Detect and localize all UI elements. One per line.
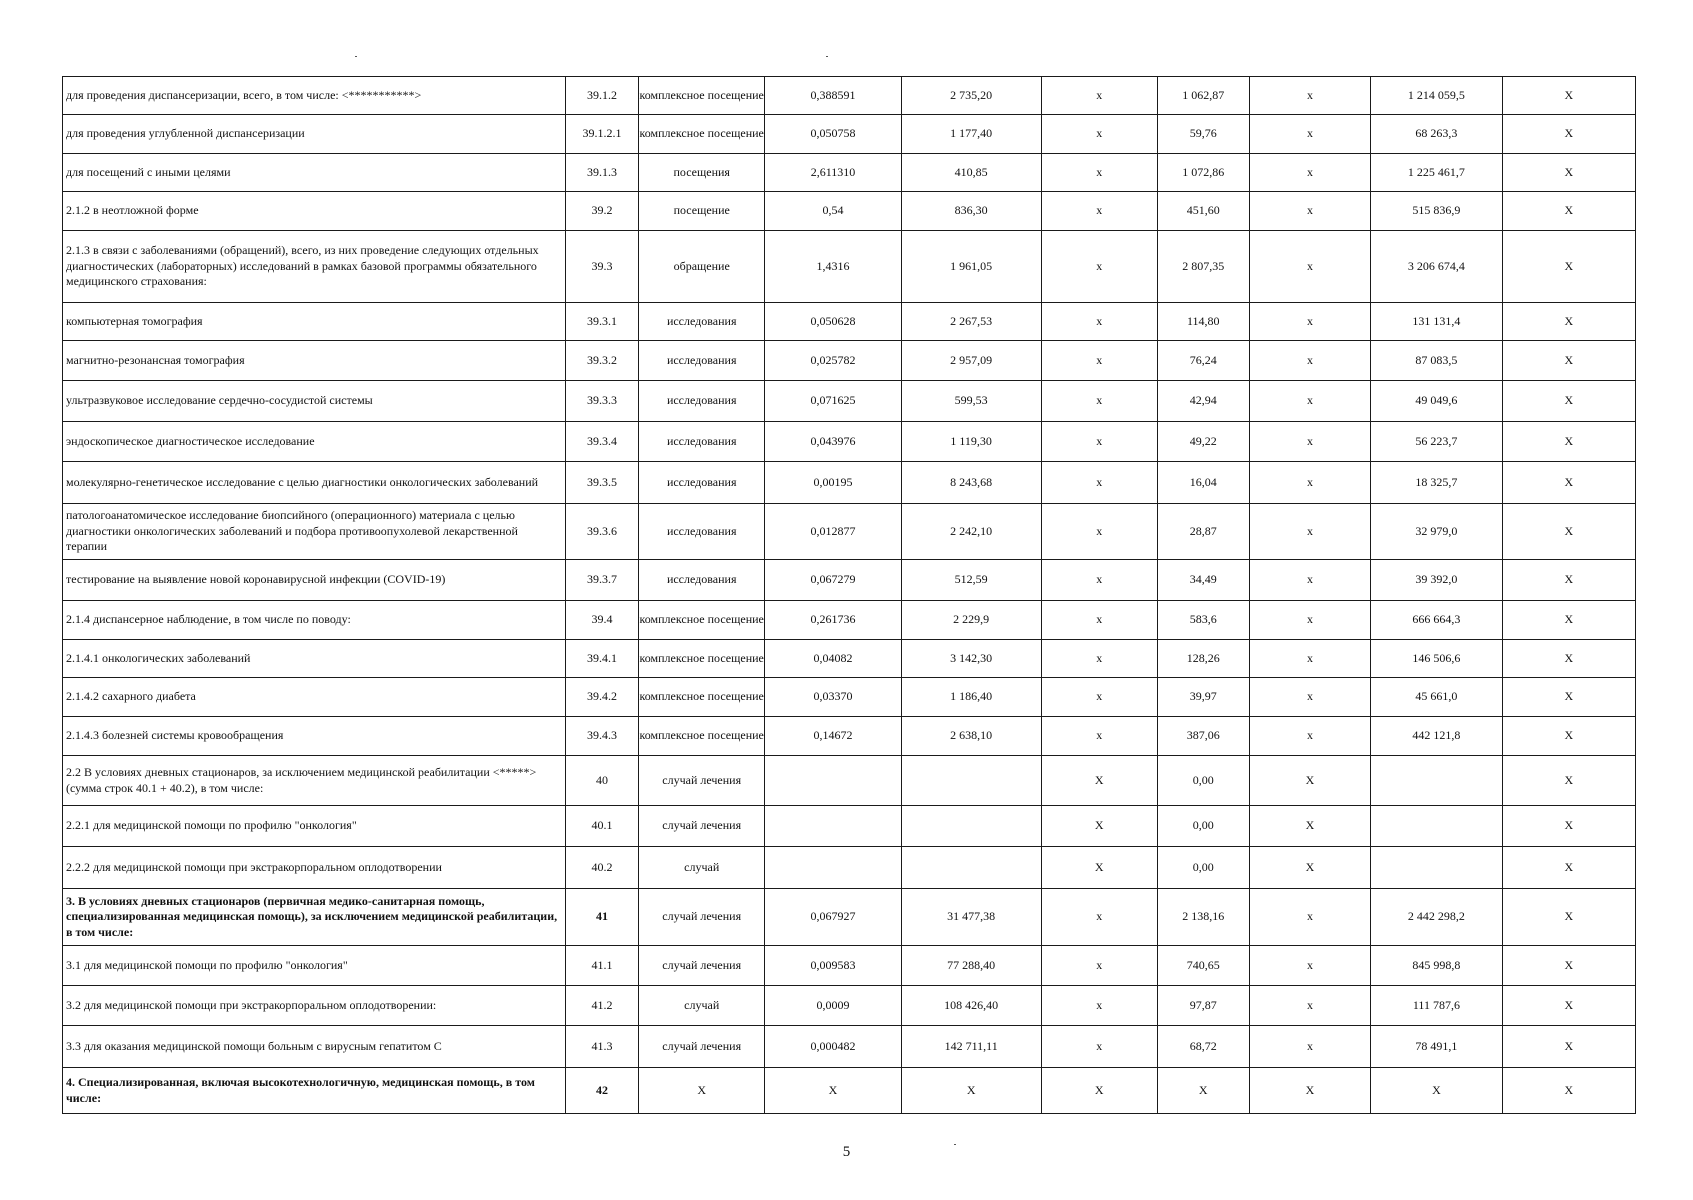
table-row xyxy=(63,231,1636,303)
cell-row-code: 41.2 xyxy=(565,986,639,1026)
cell-oms-total: 39 392,0 xyxy=(1371,560,1502,601)
cell-percent: Х xyxy=(1502,303,1635,341)
cell-name: магнитно-резонансная томография xyxy=(63,341,566,381)
table-row xyxy=(63,154,1636,192)
cell-oms-per-capita: 76,24 xyxy=(1157,341,1249,381)
cell-row-code: 39.3.3 xyxy=(565,381,639,422)
cell-oms-per-capita: 0,00 xyxy=(1157,847,1249,889)
cell-name: компьютерная томография xyxy=(63,303,566,341)
cell-cost-norm: 2 242,10 xyxy=(901,504,1041,560)
cell-row-code: 39.4.2 xyxy=(565,678,639,717)
cell-unit: исследования xyxy=(639,422,765,462)
cell-row-code: 39.4 xyxy=(565,601,639,640)
cell-oms-total: 666 664,3 xyxy=(1371,601,1502,640)
cell-oms-per-capita: 128,26 xyxy=(1157,640,1249,678)
cell-name: для проведения углубленной диспансеризации xyxy=(63,115,566,154)
cell-cost-norm: 2 229,9 xyxy=(901,601,1041,640)
cell-oms-total: 78 491,1 xyxy=(1371,1026,1502,1068)
cell-unit: исследования xyxy=(639,303,765,341)
cell-unit: исследования xyxy=(639,462,765,504)
scan-speck xyxy=(954,1144,956,1145)
cell-row-code: 39.3.1 xyxy=(565,303,639,341)
cell-oms-per-capita: 16,04 xyxy=(1157,462,1249,504)
cell-percent: Х xyxy=(1502,756,1635,806)
cell-unit: случай лечения xyxy=(639,806,765,847)
cell-oms-per-capita: 39,97 xyxy=(1157,678,1249,717)
cell-budget-per-capita: х xyxy=(1041,154,1157,192)
cell-oms-per-capita: 583,6 xyxy=(1157,601,1249,640)
cell-name: 2.2 В условиях дневных стационаров, за исключением медицинской реабилитации <*****> (сумма строк 40.1 + 40.2), в том числе: xyxy=(63,756,566,806)
cell-percent: Х xyxy=(1502,422,1635,462)
cell-budget-per-capita: х xyxy=(1041,303,1157,341)
cell-row-code: 39.4.3 xyxy=(565,717,639,756)
cell-name: 2.1.3 в связи с заболеваниями (обращений), всего, из них проведение следующих отдельных диагностических (лабораторных) исследований в рамках базовой программы обязательного медицинского страхования: xyxy=(63,231,566,303)
cell-budget-per-capita: х xyxy=(1041,115,1157,154)
cell-row-code: 39.3.4 xyxy=(565,422,639,462)
table-row xyxy=(63,381,1636,422)
table-row xyxy=(63,946,1636,986)
cell-unit: комплексное посещение xyxy=(639,678,765,717)
cell-oms-per-capita: 42,94 xyxy=(1157,381,1249,422)
cell-name: эндоскопическое диагностическое исследование xyxy=(63,422,566,462)
cell-row-code: 39.3.5 xyxy=(565,462,639,504)
cell-volume-norm xyxy=(765,756,902,806)
cell-unit: Х xyxy=(639,1068,765,1114)
cell-cost-norm: 1 961,05 xyxy=(901,231,1041,303)
cell-unit: комплексное посещение xyxy=(639,640,765,678)
cell-budget-total: х xyxy=(1249,986,1371,1026)
cell-oms-total: 3 206 674,4 xyxy=(1371,231,1502,303)
cell-row-code: 40.1 xyxy=(565,806,639,847)
cell-volume-norm xyxy=(765,847,902,889)
cell-budget-per-capita: Х xyxy=(1041,1068,1157,1114)
cell-cost-norm xyxy=(901,806,1041,847)
cell-name: молекулярно-генетическое исследование с целью диагностики онкологических заболеваний xyxy=(63,462,566,504)
table-row xyxy=(63,560,1636,601)
cell-budget-total: х xyxy=(1249,678,1371,717)
cell-name: патологоанатомическое исследование биопсийного (операционного) материала с целью диагностики онкологических заболеваний и подбора противоопухолевой лекарственной терапии xyxy=(63,504,566,560)
cell-cost-norm: 3 142,30 xyxy=(901,640,1041,678)
cell-cost-norm xyxy=(901,847,1041,889)
table-row xyxy=(63,192,1636,231)
cell-name: для посещений с иными целями xyxy=(63,154,566,192)
cell-row-code: 39.3.7 xyxy=(565,560,639,601)
page-number: 5 xyxy=(842,1144,851,1160)
cell-volume-norm: 0,067927 xyxy=(765,889,902,946)
cell-percent: Х xyxy=(1502,847,1635,889)
table-row xyxy=(63,504,1636,560)
cell-budget-total: Х xyxy=(1249,1068,1371,1114)
cell-budget-total: х xyxy=(1249,422,1371,462)
cell-cost-norm: 2 638,10 xyxy=(901,717,1041,756)
cell-budget-total: х xyxy=(1249,462,1371,504)
cell-unit: посещения xyxy=(639,154,765,192)
cell-row-code: 42 xyxy=(565,1068,639,1114)
cell-cost-norm xyxy=(901,756,1041,806)
cell-volume-norm: 0,009583 xyxy=(765,946,902,986)
table-row xyxy=(63,303,1636,341)
cell-row-code: 39.2 xyxy=(565,192,639,231)
cell-volume-norm: 0,54 xyxy=(765,192,902,231)
cell-volume-norm: 0,14672 xyxy=(765,717,902,756)
cell-budget-total: х xyxy=(1249,946,1371,986)
cell-oms-per-capita: 68,72 xyxy=(1157,1026,1249,1068)
cell-budget-per-capita: х xyxy=(1041,560,1157,601)
cell-name: 2.1.4 диспансерное наблюдение, в том числе по поводу: xyxy=(63,601,566,640)
cell-cost-norm: 31 477,38 xyxy=(901,889,1041,946)
cell-unit: комплексное посещение xyxy=(639,115,765,154)
cell-oms-total: 111 787,6 xyxy=(1371,986,1502,1026)
cell-oms-per-capita: 387,06 xyxy=(1157,717,1249,756)
cell-percent: Х xyxy=(1502,154,1635,192)
cell-volume-norm: 0,071625 xyxy=(765,381,902,422)
cell-row-code: 39.3.2 xyxy=(565,341,639,381)
cell-budget-total: х xyxy=(1249,560,1371,601)
cell-volume-norm: 0,03370 xyxy=(765,678,902,717)
table-row xyxy=(63,678,1636,717)
cell-budget-per-capita: х xyxy=(1041,77,1157,115)
cell-oms-per-capita: Х xyxy=(1157,1068,1249,1114)
cell-budget-total: х xyxy=(1249,154,1371,192)
cell-budget-per-capita: х xyxy=(1041,341,1157,381)
cell-oms-per-capita: 1 072,86 xyxy=(1157,154,1249,192)
cell-budget-per-capita: х xyxy=(1041,504,1157,560)
cell-percent: Х xyxy=(1502,341,1635,381)
cell-row-code: 41.3 xyxy=(565,1026,639,1068)
cell-budget-per-capita: х xyxy=(1041,231,1157,303)
cell-volume-norm: 0,00195 xyxy=(765,462,902,504)
cell-oms-per-capita: 2 807,35 xyxy=(1157,231,1249,303)
cell-budget-per-capita: х xyxy=(1041,986,1157,1026)
cell-unit: случай лечения xyxy=(639,946,765,986)
cell-budget-per-capita: Х xyxy=(1041,806,1157,847)
cell-oms-per-capita: 49,22 xyxy=(1157,422,1249,462)
cell-budget-per-capita: х xyxy=(1041,192,1157,231)
cell-cost-norm: 1 119,30 xyxy=(901,422,1041,462)
cell-name: 2.2.2 для медицинской помощи при экстракорпоральном оплодотворении xyxy=(63,847,566,889)
cell-row-code: 39.4.1 xyxy=(565,640,639,678)
cell-cost-norm: 1 177,40 xyxy=(901,115,1041,154)
cell-name: ультразвуковое исследование сердечно-сосудистой системы xyxy=(63,381,566,422)
cell-percent: Х xyxy=(1502,678,1635,717)
cell-oms-total: 442 121,8 xyxy=(1371,717,1502,756)
scan-speck xyxy=(826,56,828,57)
cell-oms-total xyxy=(1371,847,1502,889)
cell-oms-per-capita: 0,00 xyxy=(1157,756,1249,806)
cell-oms-total: 146 506,6 xyxy=(1371,640,1502,678)
cell-name: 2.1.4.1 онкологических заболеваний xyxy=(63,640,566,678)
cell-volume-norm: 0,012877 xyxy=(765,504,902,560)
cell-row-code: 39.1.2 xyxy=(565,77,639,115)
cell-oms-per-capita: 1 062,87 xyxy=(1157,77,1249,115)
cell-volume-norm: 0,261736 xyxy=(765,601,902,640)
cell-oms-total: 131 131,4 xyxy=(1371,303,1502,341)
cell-budget-total: х xyxy=(1249,303,1371,341)
cell-oms-total: 68 263,3 xyxy=(1371,115,1502,154)
cell-percent: Х xyxy=(1502,77,1635,115)
cell-cost-norm: 2 735,20 xyxy=(901,77,1041,115)
cell-unit: исследования xyxy=(639,560,765,601)
cell-percent: Х xyxy=(1502,231,1635,303)
cell-cost-norm: 8 243,68 xyxy=(901,462,1041,504)
cell-percent: Х xyxy=(1502,462,1635,504)
cell-budget-total: х xyxy=(1249,1026,1371,1068)
cell-cost-norm: 2 267,53 xyxy=(901,303,1041,341)
cell-percent: Х xyxy=(1502,192,1635,231)
cell-budget-total: Х xyxy=(1249,756,1371,806)
table-row xyxy=(63,806,1636,847)
cell-budget-per-capita: х xyxy=(1041,889,1157,946)
cell-oms-total: 845 998,8 xyxy=(1371,946,1502,986)
cell-cost-norm: 410,85 xyxy=(901,154,1041,192)
cell-name: 4. Специализированная, включая высокотехнологичную, медицинская помощь, в том числе: xyxy=(63,1068,566,1114)
cell-budget-per-capita: Х xyxy=(1041,847,1157,889)
cell-unit: комплексное посещение xyxy=(639,717,765,756)
cell-oms-total: 45 661,0 xyxy=(1371,678,1502,717)
cell-budget-total: х xyxy=(1249,717,1371,756)
cell-oms-per-capita: 740,65 xyxy=(1157,946,1249,986)
table-row xyxy=(63,756,1636,806)
table-row xyxy=(63,847,1636,889)
cell-oms-per-capita: 0,00 xyxy=(1157,806,1249,847)
cell-unit: обращение xyxy=(639,231,765,303)
cell-cost-norm: 142 711,11 xyxy=(901,1026,1041,1068)
cell-budget-per-capita: Х xyxy=(1041,756,1157,806)
cell-budget-total: х xyxy=(1249,192,1371,231)
cell-row-code: 39.3 xyxy=(565,231,639,303)
cell-oms-per-capita: 28,87 xyxy=(1157,504,1249,560)
cell-budget-total: х xyxy=(1249,889,1371,946)
cell-oms-total xyxy=(1371,806,1502,847)
cell-oms-total: 56 223,7 xyxy=(1371,422,1502,462)
cell-percent: Х xyxy=(1502,381,1635,422)
cell-budget-total: х xyxy=(1249,231,1371,303)
cell-cost-norm: 836,30 xyxy=(901,192,1041,231)
cell-unit: исследования xyxy=(639,504,765,560)
cell-budget-total: Х xyxy=(1249,847,1371,889)
table-row xyxy=(63,889,1636,946)
cell-cost-norm: 77 288,40 xyxy=(901,946,1041,986)
cell-unit: комплексное посещение xyxy=(639,77,765,115)
cell-volume-norm: 0,388591 xyxy=(765,77,902,115)
cell-volume-norm: 0,000482 xyxy=(765,1026,902,1068)
cell-percent: Х xyxy=(1502,601,1635,640)
table-row xyxy=(63,462,1636,504)
table-row xyxy=(63,1068,1636,1114)
cell-budget-per-capita: х xyxy=(1041,422,1157,462)
cell-name: тестирование на выявление новой коронавирусной инфекции (COVID-19) xyxy=(63,560,566,601)
cell-unit: случай лечения xyxy=(639,1026,765,1068)
cell-unit: посещение xyxy=(639,192,765,231)
table-row xyxy=(63,986,1636,1026)
cell-name: 3.1 для медицинской помощи по профилю "онкология" xyxy=(63,946,566,986)
cell-budget-total: х xyxy=(1249,115,1371,154)
cell-cost-norm: 512,59 xyxy=(901,560,1041,601)
cell-budget-per-capita: х xyxy=(1041,601,1157,640)
cell-percent: Х xyxy=(1502,889,1635,946)
cell-unit: случай лечения xyxy=(639,756,765,806)
cell-volume-norm: 0,0009 xyxy=(765,986,902,1026)
cell-name: для проведения диспансеризации, всего, в том числе: <***********> xyxy=(63,77,566,115)
cell-percent: Х xyxy=(1502,986,1635,1026)
cell-row-code: 39.1.3 xyxy=(565,154,639,192)
cell-budget-per-capita: х xyxy=(1041,946,1157,986)
cell-unit: случай лечения xyxy=(639,889,765,946)
cell-budget-per-capita: х xyxy=(1041,381,1157,422)
cell-percent: Х xyxy=(1502,806,1635,847)
cell-budget-total: х xyxy=(1249,601,1371,640)
cell-row-code: 41 xyxy=(565,889,639,946)
table-row xyxy=(63,1026,1636,1068)
cell-percent: Х xyxy=(1502,946,1635,986)
cell-oms-total: 87 083,5 xyxy=(1371,341,1502,381)
cell-volume-norm: 0,04082 xyxy=(765,640,902,678)
document-sheet xyxy=(62,76,1636,1114)
cell-name: 2.1.4.3 болезней системы кровообращения xyxy=(63,717,566,756)
table-row xyxy=(63,640,1636,678)
cell-budget-total: х xyxy=(1249,504,1371,560)
cell-row-code: 39.3.6 xyxy=(565,504,639,560)
data-table xyxy=(62,76,1636,1114)
cell-volume-norm: 0,067279 xyxy=(765,560,902,601)
cell-volume-norm: 0,043976 xyxy=(765,422,902,462)
cell-budget-per-capita: х xyxy=(1041,1026,1157,1068)
cell-percent: Х xyxy=(1502,1068,1635,1114)
cell-cost-norm: Х xyxy=(901,1068,1041,1114)
table-row xyxy=(63,717,1636,756)
table-row xyxy=(63,601,1636,640)
cell-budget-per-capita: х xyxy=(1041,462,1157,504)
cell-budget-total: Х xyxy=(1249,806,1371,847)
cell-budget-per-capita: х xyxy=(1041,640,1157,678)
cell-oms-total: 1 214 059,5 xyxy=(1371,77,1502,115)
cell-percent: Х xyxy=(1502,504,1635,560)
cell-oms-total: 49 049,6 xyxy=(1371,381,1502,422)
cell-budget-total: х xyxy=(1249,77,1371,115)
cell-oms-total: 18 325,7 xyxy=(1371,462,1502,504)
cell-volume-norm: 0,025782 xyxy=(765,341,902,381)
cell-unit: случай xyxy=(639,847,765,889)
cell-unit: комплексное посещение xyxy=(639,601,765,640)
cell-percent: Х xyxy=(1502,115,1635,154)
cell-name: 3.3 для оказания медицинской помощи больным с вирусным гепатитом С xyxy=(63,1026,566,1068)
cell-percent: Х xyxy=(1502,1026,1635,1068)
cell-percent: Х xyxy=(1502,717,1635,756)
cell-percent: Х xyxy=(1502,640,1635,678)
cell-volume-norm: Х xyxy=(765,1068,902,1114)
cell-row-code: 40 xyxy=(565,756,639,806)
cell-volume-norm: 0,050758 xyxy=(765,115,902,154)
cell-volume-norm: 0,050628 xyxy=(765,303,902,341)
cell-oms-total: 2 442 298,2 xyxy=(1371,889,1502,946)
cell-oms-total: 515 836,9 xyxy=(1371,192,1502,231)
cell-oms-per-capita: 97,87 xyxy=(1157,986,1249,1026)
cell-volume-norm xyxy=(765,806,902,847)
cell-oms-total: Х xyxy=(1371,1068,1502,1114)
cell-unit: случай xyxy=(639,986,765,1026)
cell-oms-per-capita: 59,76 xyxy=(1157,115,1249,154)
cell-oms-per-capita: 34,49 xyxy=(1157,560,1249,601)
cell-percent: Х xyxy=(1502,560,1635,601)
cell-budget-total: х xyxy=(1249,640,1371,678)
table-row xyxy=(63,341,1636,381)
cell-oms-per-capita: 114,80 xyxy=(1157,303,1249,341)
cell-name: 2.1.4.2 сахарного диабета xyxy=(63,678,566,717)
cell-volume-norm: 1,4316 xyxy=(765,231,902,303)
cell-budget-per-capita: х xyxy=(1041,717,1157,756)
cell-row-code: 39.1.2.1 xyxy=(565,115,639,154)
cell-cost-norm: 108 426,40 xyxy=(901,986,1041,1026)
cell-budget-total: х xyxy=(1249,381,1371,422)
cell-cost-norm: 2 957,09 xyxy=(901,341,1041,381)
cell-oms-total: 1 225 461,7 xyxy=(1371,154,1502,192)
cell-unit: исследования xyxy=(639,341,765,381)
cell-budget-total: х xyxy=(1249,341,1371,381)
cell-budget-per-capita: х xyxy=(1041,678,1157,717)
cell-cost-norm: 1 186,40 xyxy=(901,678,1041,717)
cell-row-code: 40.2 xyxy=(565,847,639,889)
cell-volume-norm: 2,611310 xyxy=(765,154,902,192)
cell-row-code: 41.1 xyxy=(565,946,639,986)
table-row xyxy=(63,115,1636,154)
cell-cost-norm: 599,53 xyxy=(901,381,1041,422)
cell-oms-total: 32 979,0 xyxy=(1371,504,1502,560)
cell-oms-per-capita: 2 138,16 xyxy=(1157,889,1249,946)
scan-speck xyxy=(355,56,357,57)
cell-oms-total xyxy=(1371,756,1502,806)
cell-oms-per-capita: 451,60 xyxy=(1157,192,1249,231)
table-row xyxy=(63,422,1636,462)
table-row xyxy=(63,77,1636,115)
cell-unit: исследования xyxy=(639,381,765,422)
cell-name: 3. В условиях дневных стационаров (первичная медико-санитарная помощь, специализированная медицинская помощь), за исключением медицинской реабилитации, в том числе: xyxy=(63,889,566,946)
cell-name: 3.2 для медицинской помощи при экстракорпоральном оплодотворении: xyxy=(63,986,566,1026)
cell-name: 2.1.2 в неотложной форме xyxy=(63,192,566,231)
cell-name: 2.2.1 для медицинской помощи по профилю "онкология" xyxy=(63,806,566,847)
